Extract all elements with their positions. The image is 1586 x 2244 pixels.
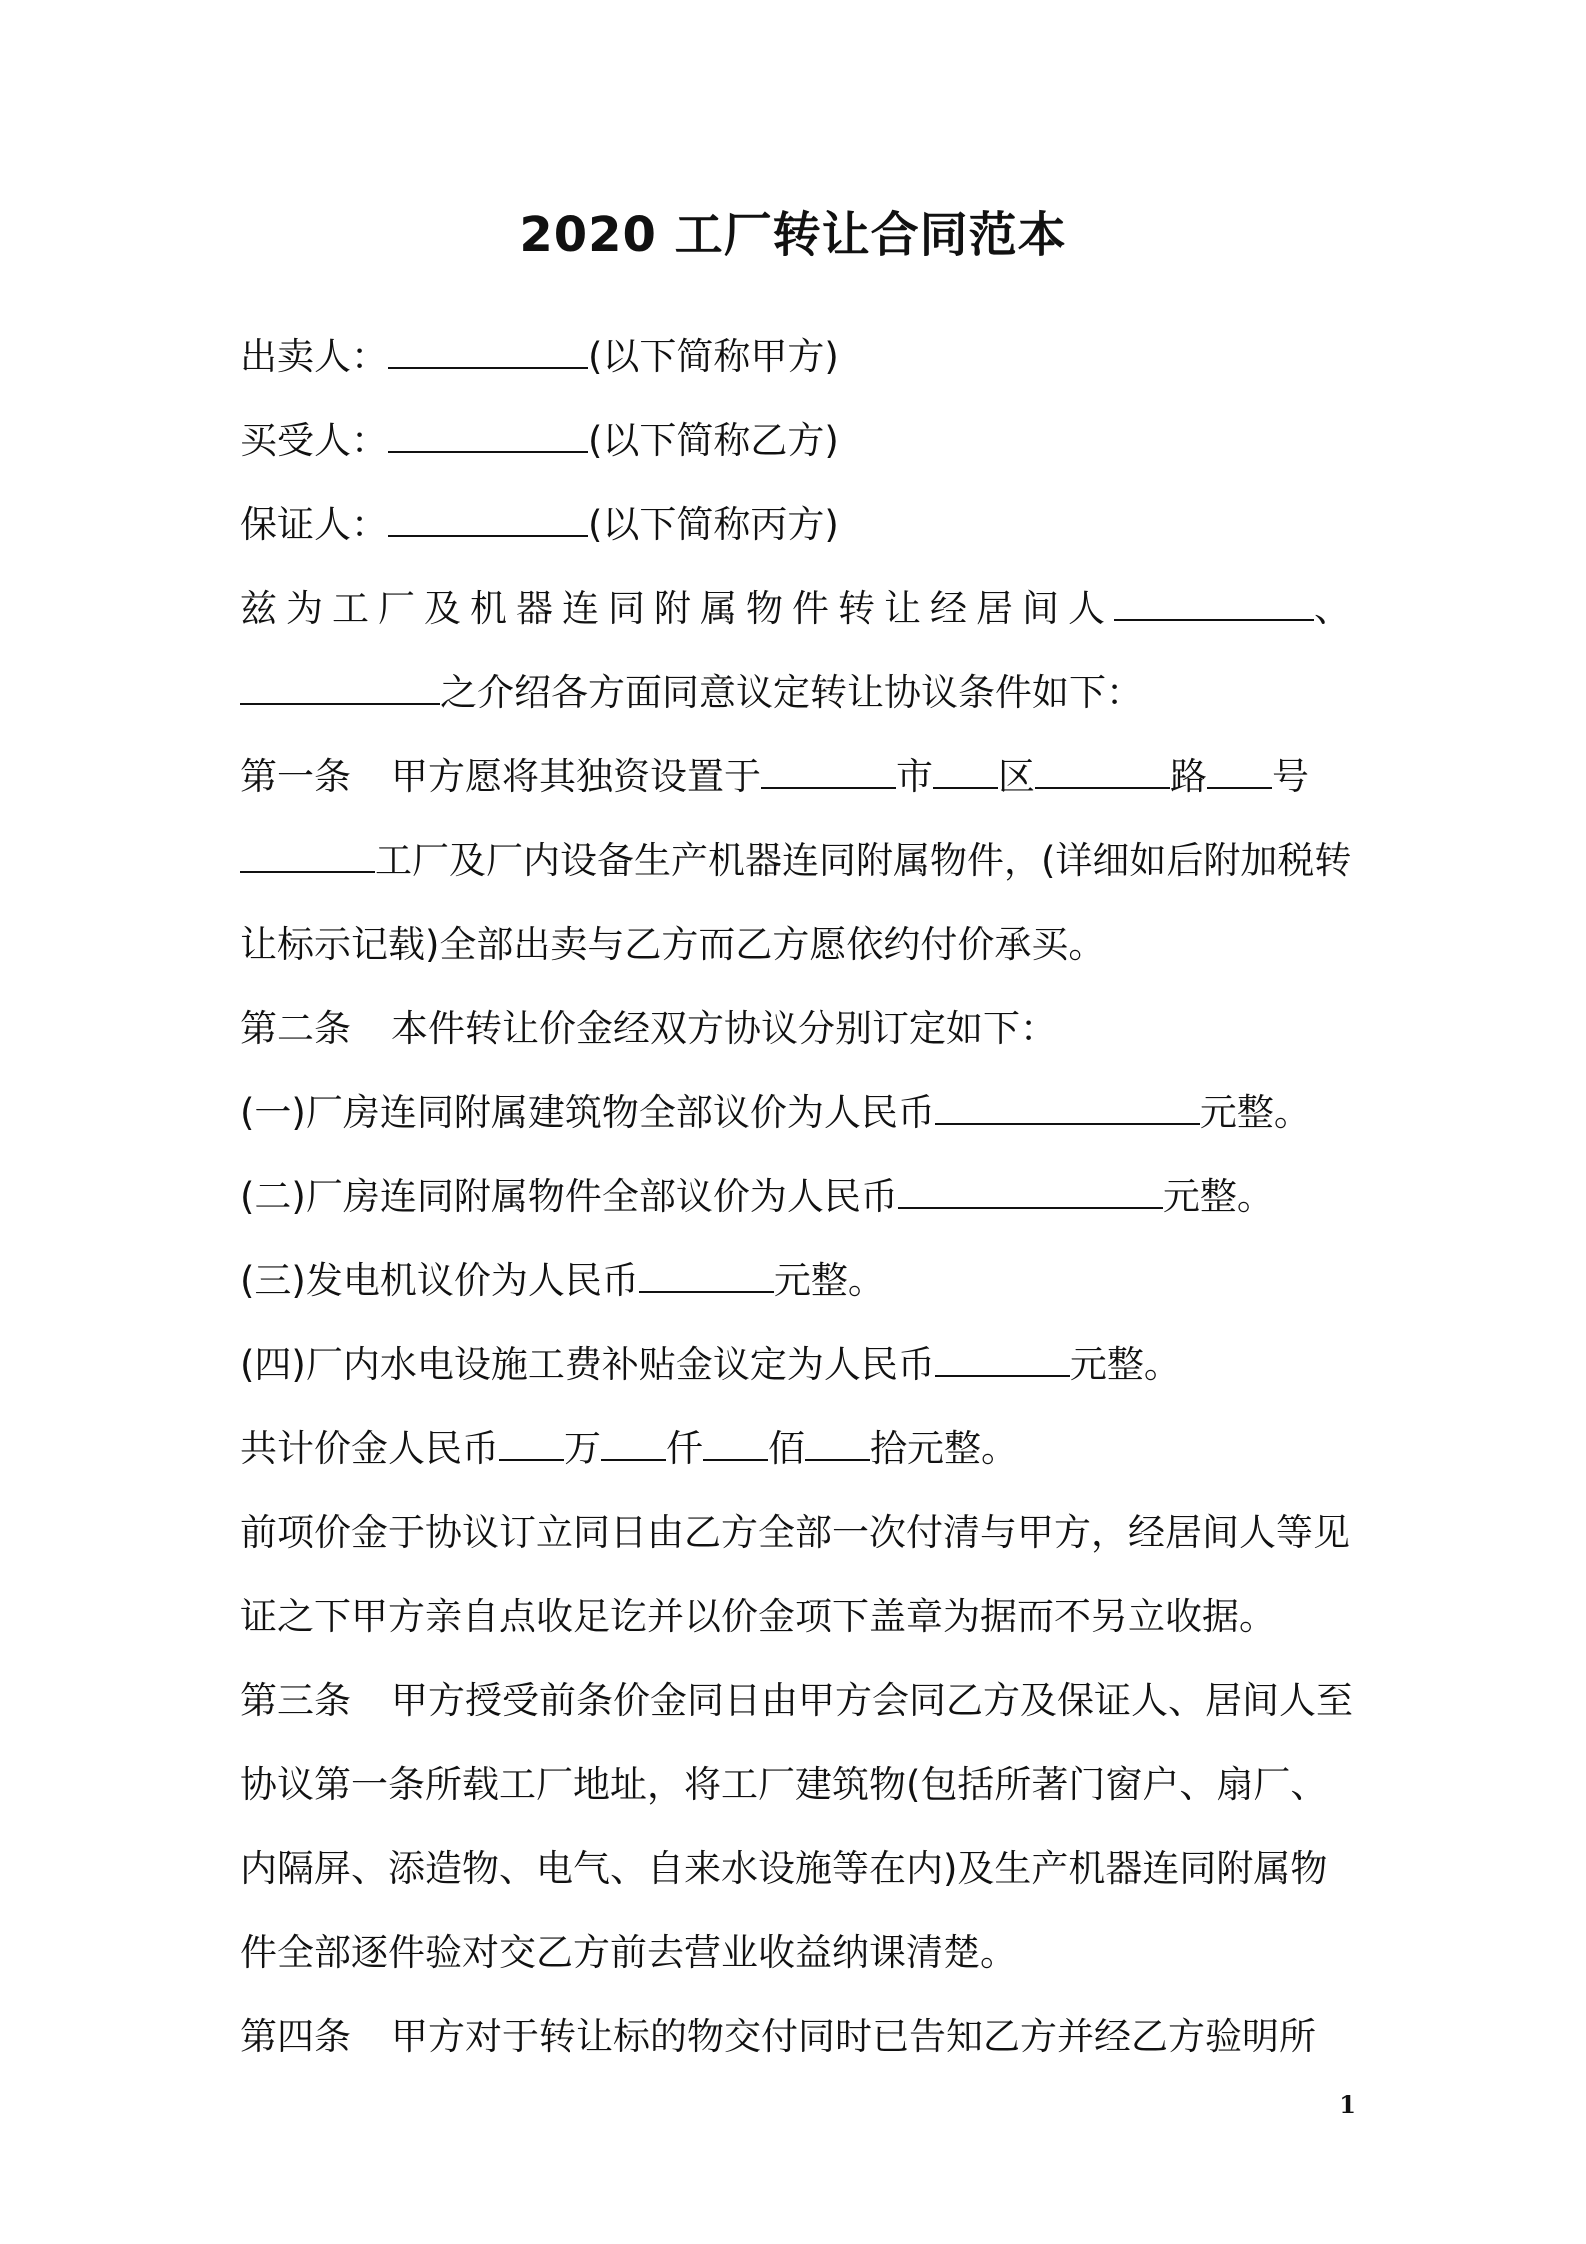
price-item-2	[240, 1172, 1360, 1222]
buyer-line	[240, 416, 1360, 466]
price-item-2-text: (二)厂房连同附属物件全部议价为人民币	[240, 1175, 898, 1218]
price-item-4-blank	[935, 1341, 1070, 1377]
number-blank	[1207, 753, 1272, 789]
article3-line-4	[240, 1928, 1360, 1978]
article2-text: 本件转让价金经双方协议分别订定如下：	[391, 1007, 1057, 1050]
article3-text-2: 协议第一条所载工厂地址，将工厂建筑物(包括所著门窗户、扇厂、	[240, 1763, 1328, 1806]
article2-heading: 第二条	[240, 1007, 351, 1050]
total-bai: 佰	[768, 1427, 805, 1470]
intro-text-2: 之介绍各方面同意议定转让协议条件如下：	[440, 671, 1143, 714]
price-item-3-unit: 元整。	[773, 1259, 885, 1302]
district-blank	[933, 753, 998, 789]
seller-suffix: (以下简称甲方)	[588, 335, 839, 378]
article3-text-1: 甲方授受前条价金同日由甲方会同乙方及保证人、居间人至	[391, 1679, 1353, 1722]
total-wan: 万	[564, 1427, 601, 1470]
article3-line-2	[240, 1760, 1360, 1810]
page-number: 1	[1339, 2090, 1356, 2119]
payment-text-2: 证之下甲方亲自点收足讫并以价金项下盖章为据而不另立收据。	[240, 1595, 1276, 1638]
article4-text-1: 甲方对于转让标的物交付同时已告知乙方并经乙方验明所	[391, 2015, 1316, 2058]
number-label: 号	[1272, 755, 1309, 798]
payment-text-1: 前项价金于协议订立同日由乙方全部一次付清与甲方，经居间人等见	[240, 1511, 1350, 1554]
article3-text-3: 内隔屏、添造物、电气、自来水设施等在内)及生产机器连同附属物	[240, 1847, 1328, 1890]
price-item-1-text: (一)厂房连同附属建筑物全部议价为人民币	[240, 1091, 935, 1134]
article1-line-3	[240, 920, 1360, 970]
price-item-2-blank	[898, 1173, 1163, 1209]
price-item-4	[240, 1340, 1360, 1390]
price-item-1-unit: 元整。	[1199, 1091, 1311, 1134]
guarantor-blank	[388, 501, 588, 537]
price-item-3-text: (三)发电机议价为人民币	[240, 1259, 639, 1302]
seller-blank	[388, 333, 588, 369]
article1-text-b: 工厂及厂内设备生产机器连同附属物件，(详细如后附加税转	[375, 839, 1352, 882]
guarantor-label: 保证人：	[240, 503, 388, 546]
buyer-label: 买受人：	[240, 419, 388, 462]
seller-line	[240, 332, 1360, 382]
guarantor-suffix: (以下简称丙方)	[588, 503, 839, 546]
article1-text-a: 甲方愿将其独资设置于	[391, 755, 761, 798]
price-item-4-text: (四)厂内水电设施工费补贴金议定为人民币	[240, 1343, 935, 1386]
buyer-blank	[388, 417, 588, 453]
intro-line-1	[240, 584, 1360, 634]
price-item-3	[240, 1256, 1360, 1306]
total-bai-blank	[703, 1425, 768, 1461]
total-prefix: 共计价金人民币	[240, 1427, 499, 1470]
article3-text-4: 件全部逐件验对交乙方前去营业收益纳课清楚。	[240, 1931, 1017, 1974]
road-blank	[1035, 753, 1170, 789]
district-label: 区	[998, 755, 1035, 798]
price-item-1	[240, 1088, 1360, 1138]
total-shi-blank	[805, 1425, 870, 1461]
price-total	[240, 1424, 1360, 1474]
intro-text-1: 兹为工厂及机器连同附属物件转让经居间人	[240, 587, 1114, 630]
seller-label: 出卖人：	[240, 335, 388, 378]
intermediary-blank-1	[1114, 585, 1314, 621]
total-wan-blank	[499, 1425, 564, 1461]
document-title: 2020 工厂转让合同范本	[519, 207, 1067, 263]
article1-text-c: 让标示记载)全部出卖与乙方而乙方愿依约付价承买。	[240, 923, 1106, 966]
intermediary-blank-2	[240, 669, 440, 705]
article2-line-1	[240, 1004, 1360, 1054]
road-label: 路	[1170, 755, 1207, 798]
article3-line-3	[240, 1844, 1360, 1894]
article3-line-1	[240, 1676, 1360, 1726]
factory-name-blank	[240, 837, 375, 873]
total-shi-end: 拾元整。	[870, 1427, 1018, 1470]
article4-heading: 第四条	[240, 2015, 351, 2058]
price-item-1-blank	[935, 1089, 1200, 1125]
city-label: 市	[896, 755, 933, 798]
article4-line-1	[240, 2012, 1360, 2062]
price-item-2-unit: 元整。	[1162, 1175, 1274, 1218]
payment-line-2	[240, 1592, 1360, 1642]
article1-line-2	[240, 836, 1360, 886]
intro-comma: 、	[1314, 587, 1351, 630]
city-blank	[761, 753, 896, 789]
article1-line-1	[240, 752, 1360, 802]
article1-heading: 第一条	[240, 755, 351, 798]
price-item-3-blank	[639, 1257, 774, 1293]
article3-heading: 第三条	[240, 1679, 351, 1722]
buyer-suffix: (以下简称乙方)	[588, 419, 839, 462]
total-qian-blank	[601, 1425, 666, 1461]
intro-line-2	[240, 668, 1360, 718]
price-item-4-unit: 元整。	[1069, 1343, 1181, 1386]
payment-line-1	[240, 1508, 1360, 1558]
guarantor-line	[240, 500, 1360, 550]
total-qian: 仟	[666, 1427, 703, 1470]
